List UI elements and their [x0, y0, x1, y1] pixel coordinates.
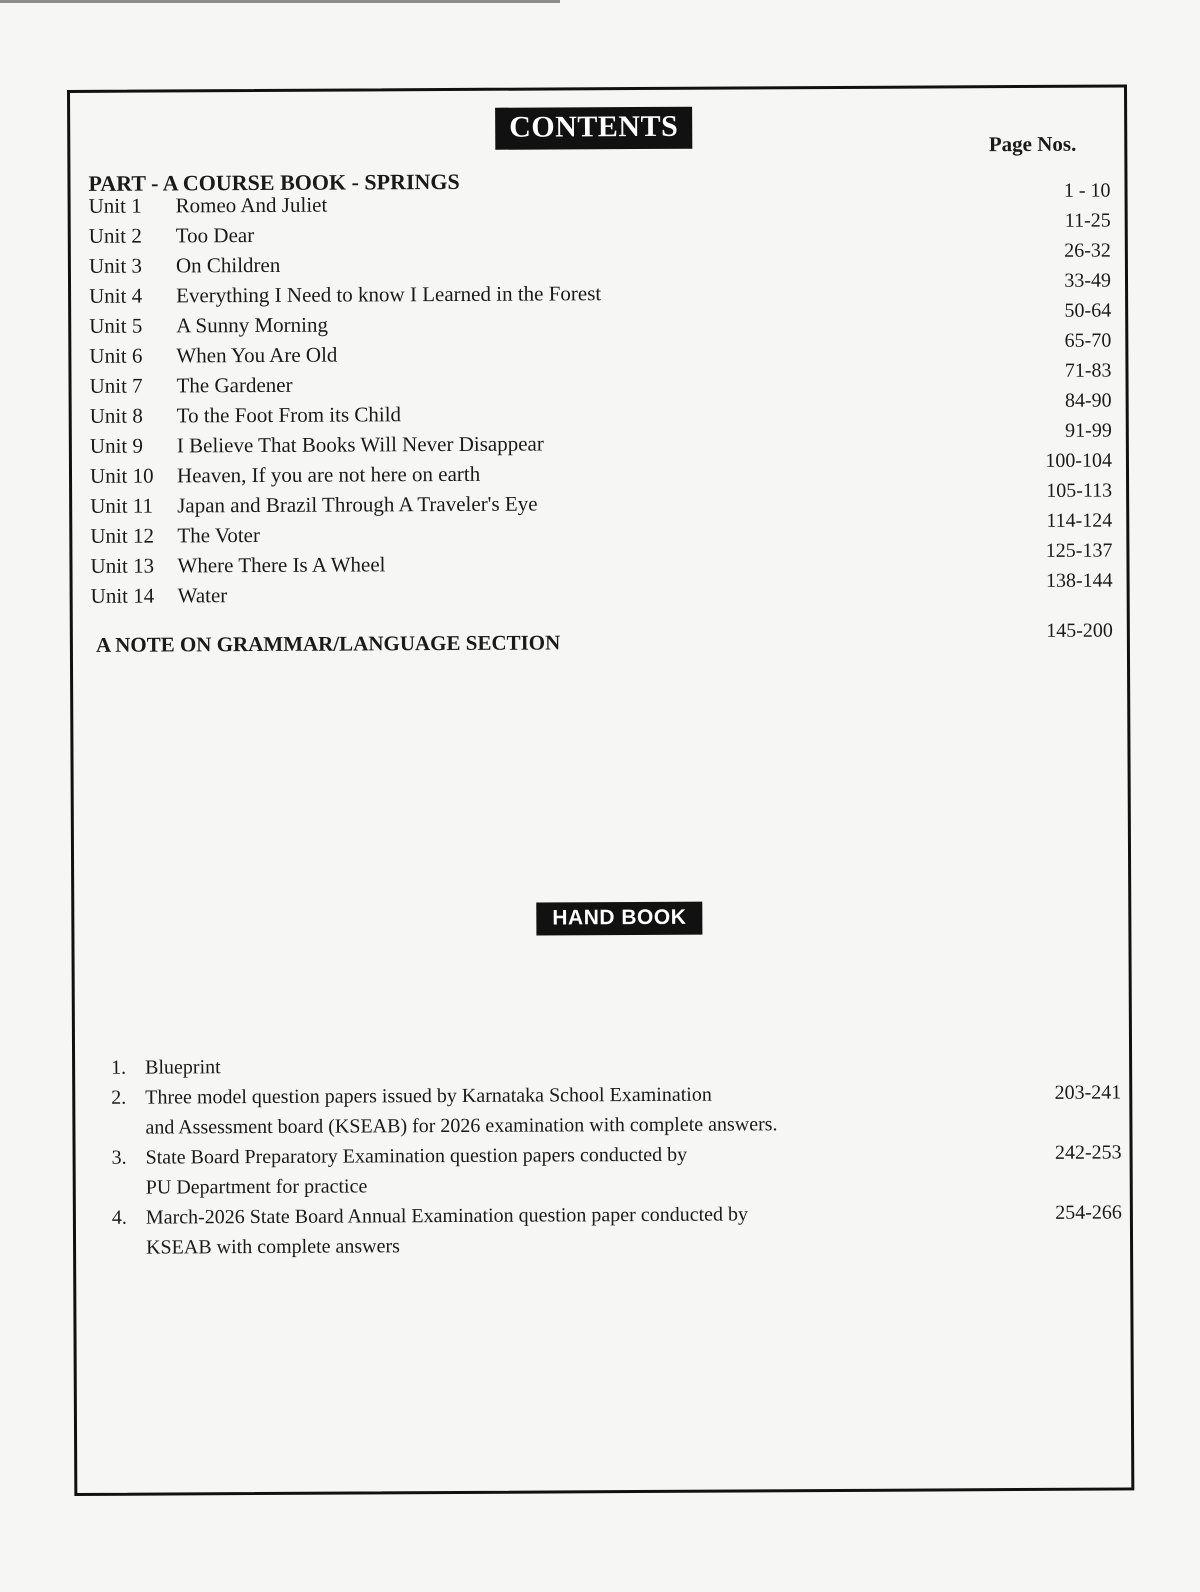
handbook-item-line: Three model question papers issued by Karnataka School Examination: [145, 1083, 712, 1109]
unit-label: Unit 7: [89, 373, 143, 398]
unit-title: Japan and Brazil Through A Traveler's Eye: [177, 491, 538, 518]
handbook-item: [111, 1077, 1121, 1142]
handbook-item: [112, 1137, 1122, 1202]
unit-pages: 65-70: [1064, 329, 1112, 352]
handbook-item-line: March-2026 State Board Annual Examination question paper conducted by: [145, 1203, 749, 1229]
handbook-item-pages: 242-253: [1054, 1141, 1122, 1164]
handbook-item-number: 2.: [111, 1086, 127, 1109]
unit-label: Unit 1: [88, 193, 142, 218]
grammar-row: [91, 619, 1113, 663]
handbook-item-line: KSEAB with complete answers: [146, 1235, 400, 1259]
handbook-badge: HAND BOOK: [536, 902, 702, 936]
contents-frame: [67, 84, 1134, 1496]
handbook-item-line: PU Department for practice: [145, 1175, 368, 1199]
unit-pages: 1 - 10: [1063, 179, 1111, 202]
unit-label: Unit 6: [89, 343, 143, 368]
unit-title: Too Dear: [175, 223, 255, 248]
unit-pages: 33-49: [1064, 269, 1112, 292]
handbook-list: [111, 1047, 1122, 1262]
unit-row: [90, 569, 1113, 613]
unit-label: Unit 2: [88, 223, 142, 248]
unit-title: On Children: [175, 252, 281, 278]
unit-label: Unit 8: [89, 403, 143, 428]
unit-pages: 50-64: [1064, 299, 1112, 322]
unit-title: Everything I Need to know I Learned in the Forest: [176, 281, 602, 308]
scan-edge-line: [0, 0, 560, 3]
unit-pages: 84-90: [1064, 389, 1112, 412]
unit-pages: 100-104: [1045, 449, 1113, 472]
handbook-item-number: 4.: [111, 1206, 127, 1229]
handbook-item: [112, 1197, 1122, 1262]
unit-title: Romeo And Juliet: [175, 192, 328, 218]
unit-pages: 91-99: [1065, 419, 1112, 442]
unit-label: Unit 5: [89, 313, 143, 338]
handbook-item-pages: 254-266: [1055, 1201, 1122, 1224]
unit-title: To the Foot From its Child: [176, 402, 402, 428]
unit-label: Unit 14: [90, 583, 155, 608]
unit-label: Unit 4: [89, 283, 143, 308]
unit-pages: 105-113: [1046, 479, 1113, 502]
part-heading: PART - A COURSE BOOK - SPRINGS: [88, 168, 460, 196]
unit-title: A Sunny Morning: [176, 312, 328, 338]
grammar-pages: 145-200: [1046, 619, 1113, 642]
handbook-item-number: 1.: [111, 1056, 127, 1079]
unit-label: Unit 9: [89, 433, 144, 458]
unit-pages: 125-137: [1045, 539, 1113, 562]
unit-title: I Believe That Books Will Never Disappear: [176, 431, 544, 458]
unit-pages: 138-144: [1045, 569, 1113, 592]
unit-title: Where There Is A Wheel: [177, 552, 386, 578]
unit-label: Unit 3: [88, 253, 143, 278]
grammar-title: A NOTE ON GRAMMAR/LANGUAGE SECTION: [95, 630, 561, 657]
handbook-item-pages: 203-241: [1054, 1081, 1122, 1104]
handbook-item-line: State Board Preparatory Examination question papers conducted by: [145, 1143, 688, 1169]
unit-label: Unit 10: [89, 463, 154, 488]
contents-badge: CONTENTS: [495, 107, 692, 150]
unit-title: When You Are Old: [176, 342, 338, 368]
unit-label: Unit 13: [90, 553, 155, 578]
unit-pages: 114-124: [1046, 509, 1113, 532]
unit-label: Unit 11: [90, 493, 154, 518]
page-nos-heading: Page Nos.: [988, 131, 1077, 157]
unit-pages: 71-83: [1064, 359, 1112, 382]
handbook-item-line: and Assessment board (KSEAB) for 2026 examination with complete answers.: [145, 1113, 778, 1139]
unit-pages: 11-25: [1064, 209, 1111, 232]
unit-title: Water: [177, 583, 228, 608]
unit-pages: 26-32: [1064, 239, 1111, 262]
handbook-item-number: 3.: [111, 1146, 127, 1169]
unit-label: Unit 12: [90, 523, 154, 548]
handbook-item-line: Blueprint: [145, 1056, 221, 1079]
unit-title: The Gardener: [176, 372, 293, 398]
unit-title: The Voter: [177, 522, 261, 548]
unit-title: Heaven, If you are not here on earth: [176, 461, 481, 488]
